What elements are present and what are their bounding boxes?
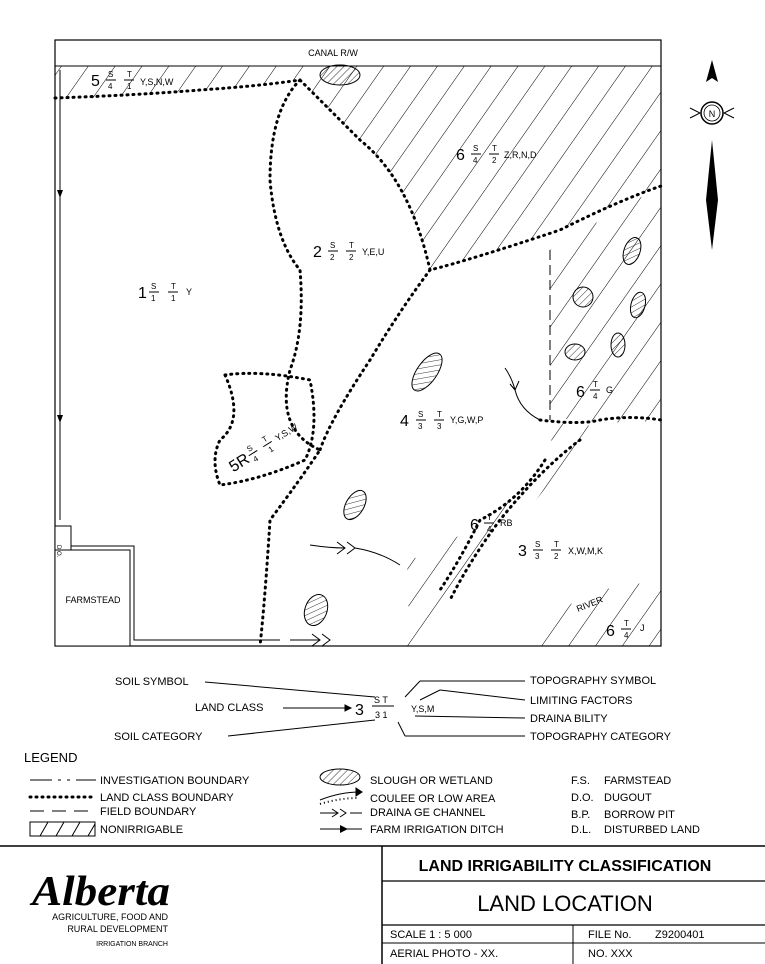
legend-symbol-nonirrigable bbox=[30, 822, 95, 836]
legend-land-class-boundary: LAND CLASS BOUNDARY bbox=[100, 792, 234, 804]
svg-text:S: S bbox=[473, 144, 479, 153]
legend-title: LEGEND bbox=[24, 750, 78, 765]
key-limiting-factors: LIMITING FACTORS bbox=[530, 695, 633, 707]
key-soil-symbol: SOIL SYMBOL bbox=[115, 676, 189, 688]
svg-text:5: 5 bbox=[91, 73, 100, 90]
svg-text:T: T bbox=[260, 434, 270, 445]
investigation-boundary bbox=[57, 70, 63, 520]
unit-label-3 bbox=[518, 540, 603, 561]
key-topography-category: TOPOGRAPHY CATEGORY bbox=[530, 731, 671, 743]
svg-text:X,W,M,K: X,W,M,K bbox=[568, 546, 604, 556]
svg-text:Y,S,W: Y,S,W bbox=[273, 421, 300, 444]
svg-text:4: 4 bbox=[400, 413, 409, 430]
svg-text:T: T bbox=[624, 619, 629, 628]
key-land-class: LAND CLASS bbox=[195, 702, 264, 714]
svg-text:G: G bbox=[606, 385, 614, 395]
legend-slough: SLOUGH OR WETLAND bbox=[370, 775, 493, 787]
land-location: LAND LOCATION bbox=[477, 891, 653, 916]
svg-text:S: S bbox=[108, 70, 114, 79]
key-example-top: S T bbox=[374, 695, 388, 705]
svg-text:S: S bbox=[330, 241, 336, 250]
legend-ditch: FARM IRRIGATION DITCH bbox=[370, 824, 504, 836]
unit-label-2 bbox=[313, 241, 384, 262]
svg-text:RB: RB bbox=[500, 518, 513, 528]
key-example-class: 3 bbox=[355, 702, 364, 719]
svg-text:5R: 5R bbox=[226, 450, 253, 476]
farmstead-block bbox=[55, 526, 280, 646]
sheet-number: NO. XXX bbox=[588, 948, 633, 960]
svg-text:T: T bbox=[487, 513, 492, 522]
key-example-bottom: 3 1 bbox=[375, 710, 388, 720]
svg-text:4: 4 bbox=[624, 631, 629, 640]
svg-text:1: 1 bbox=[138, 285, 147, 302]
abbrev-text-1: FARMSTEAD bbox=[604, 775, 672, 787]
legend-coulee: COULEE OR LOW AREA bbox=[370, 793, 496, 805]
abbrev-code-4: D.L. bbox=[571, 824, 592, 836]
svg-text:3: 3 bbox=[535, 552, 540, 561]
file-no-value: Z9200401 bbox=[655, 929, 705, 941]
svg-text:6: 6 bbox=[470, 517, 479, 534]
north-arrow-icon bbox=[690, 60, 734, 250]
nonirrigable-zone-river bbox=[540, 580, 661, 646]
svg-text:Y,S,N,W: Y,S,N,W bbox=[140, 77, 174, 87]
svg-text:Y: Y bbox=[186, 287, 193, 297]
svg-text:T: T bbox=[127, 70, 132, 79]
svg-text:S: S bbox=[245, 443, 255, 454]
legend-investigation: INVESTIGATION BOUNDARY bbox=[100, 775, 250, 787]
svg-text:T: T bbox=[492, 144, 497, 153]
svg-text:3: 3 bbox=[418, 422, 423, 431]
legend-drainage: DRAINA GE CHANNEL bbox=[370, 807, 486, 819]
legend-nonirrigable: NONIRRIGABLE bbox=[100, 824, 184, 836]
svg-text:J: J bbox=[640, 623, 645, 633]
svg-text:2: 2 bbox=[554, 552, 559, 561]
abbrev-text-2: DUGOUT bbox=[604, 792, 652, 804]
key-example-limits: Y,S,M bbox=[411, 704, 435, 714]
farmstead-label: FARMSTEAD bbox=[65, 595, 121, 605]
svg-text:S: S bbox=[535, 540, 541, 549]
svg-text:4: 4 bbox=[251, 454, 261, 465]
svg-text:6: 6 bbox=[576, 384, 585, 401]
legend-symbol-slough-icon bbox=[320, 769, 360, 785]
unit-label-1 bbox=[138, 282, 192, 303]
svg-text:3: 3 bbox=[437, 422, 442, 431]
unit-label-4 bbox=[400, 410, 483, 431]
svg-text:T: T bbox=[171, 282, 176, 291]
svg-text:Y,E,U: Y,E,U bbox=[362, 247, 385, 257]
key-drainability: DRAINA BILITY bbox=[530, 713, 608, 725]
legend-symbol-ditch-icon bbox=[320, 825, 362, 833]
svg-text:S: S bbox=[151, 282, 157, 291]
svg-text:T: T bbox=[593, 380, 598, 389]
svg-text:2: 2 bbox=[313, 244, 322, 261]
dept-line-1: AGRICULTURE, FOOD AND bbox=[52, 912, 168, 922]
sheet-title: LAND IRRIGABILITY CLASSIFICATION bbox=[418, 858, 712, 875]
alberta-logo: Alberta bbox=[28, 869, 170, 915]
abbrev-text-4: DISTURBED LAND bbox=[604, 824, 700, 836]
svg-text:N: N bbox=[708, 109, 716, 119]
legend-symbol-coulee-icon bbox=[320, 788, 362, 804]
svg-text:4: 4 bbox=[473, 156, 478, 165]
river-label: RIVER bbox=[575, 594, 605, 614]
svg-text:T: T bbox=[349, 241, 354, 250]
legend-field-boundary: FIELD BOUNDARY bbox=[100, 806, 197, 818]
svg-text:4: 4 bbox=[487, 525, 492, 534]
scale-label: SCALE 1 : 5 000 bbox=[390, 929, 472, 941]
svg-text:6: 6 bbox=[606, 623, 615, 640]
svg-text:1: 1 bbox=[171, 294, 176, 303]
abbrev-code-3: B.P. bbox=[571, 809, 591, 821]
svg-text:T: T bbox=[554, 540, 559, 549]
canal-label: CANAL R/W bbox=[308, 48, 358, 58]
unit-label-5r bbox=[225, 417, 303, 477]
svg-text:2: 2 bbox=[492, 156, 497, 165]
svg-text:2: 2 bbox=[330, 253, 335, 262]
svg-text:6: 6 bbox=[456, 147, 465, 164]
svg-text:Y,G,W,P: Y,G,W,P bbox=[450, 415, 484, 425]
aerial-photo: AERIAL PHOTO - XX. bbox=[390, 948, 499, 960]
svg-text:S: S bbox=[418, 410, 424, 419]
svg-text:1: 1 bbox=[266, 444, 276, 455]
abbrev-text-3: BORROW PIT bbox=[604, 809, 675, 821]
svg-text:4: 4 bbox=[593, 392, 598, 401]
dept-line-2: RURAL DEVELOPMENT bbox=[67, 924, 168, 934]
svg-text:1: 1 bbox=[151, 294, 156, 303]
branch-line: IRRIGATION BRANCH bbox=[96, 941, 168, 948]
svg-text:1: 1 bbox=[127, 82, 132, 91]
legend-symbol-drainage-icon bbox=[320, 809, 362, 817]
abbrev-code-2: D.O. bbox=[571, 792, 594, 804]
key-topography-symbol: TOPOGRAPHY SYMBOL bbox=[530, 675, 657, 687]
file-no-label: FILE No. bbox=[588, 929, 632, 941]
key-soil-category: SOIL CATEGORY bbox=[114, 731, 203, 743]
abbrev-code-1: F.S. bbox=[571, 775, 590, 787]
svg-text:4: 4 bbox=[108, 82, 113, 91]
dugout-label: D.O. bbox=[55, 545, 61, 558]
svg-text:T: T bbox=[437, 410, 442, 419]
svg-text:Z,R,N,D: Z,R,N,D bbox=[504, 150, 537, 160]
svg-text:3: 3 bbox=[518, 543, 527, 560]
svg-text:2: 2 bbox=[349, 253, 354, 262]
